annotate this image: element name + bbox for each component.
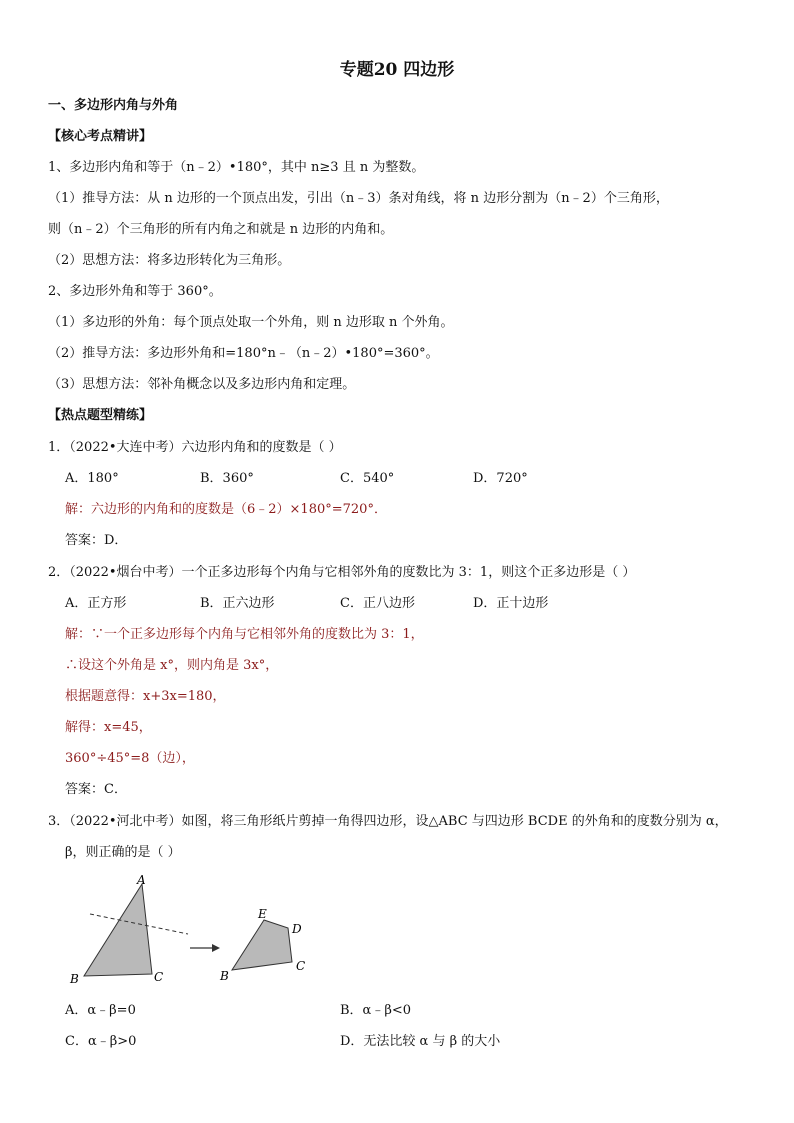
label-b2: B bbox=[220, 969, 229, 983]
question-2-option-b: B．正六边形 bbox=[200, 596, 275, 611]
question-2-solution-line-2: ∴设这个外角是 x°，则内角是 3x°， bbox=[65, 658, 279, 673]
question-1-option-a: A．180° bbox=[65, 471, 119, 486]
question-2-option-c: C．正八边形 bbox=[340, 596, 415, 611]
question-3-figure bbox=[60, 872, 320, 992]
arrow-icon bbox=[212, 944, 220, 952]
question-3-stem: 3．（2022•河北中考）如图，将三角形纸片剪掉一角得四边形，设△ABC 与四边形 BCDE 的外角和的度数分别为 α， bbox=[48, 814, 728, 829]
thinking-method-1: （2）思想方法：将多边形转化为三角形。 bbox=[48, 253, 291, 268]
question-3-option-d: D．无法比较 α 与 β 的大小 bbox=[340, 1034, 501, 1049]
label-d: D bbox=[292, 922, 302, 936]
section-heading: 一、多边形内角与外角 bbox=[48, 98, 179, 113]
question-3-option-a: A．α﹣β=0 bbox=[65, 1003, 136, 1018]
question-3-option-c: C．α﹣β>0 bbox=[65, 1034, 137, 1049]
hot-questions-label: 【热点题型精练】 bbox=[48, 408, 153, 423]
core-points-label: 【核心考点精讲】 bbox=[48, 129, 153, 144]
question-2-solution-line-3: 根据题意得：x+3x=180， bbox=[65, 689, 226, 704]
quadrilateral-bcde bbox=[232, 920, 292, 970]
question-1-stem: 1．（2022•大连中考）六边形内角和的度数是（ ） bbox=[48, 440, 342, 455]
question-2-solution-line-5: 360°÷45°=8（边）， bbox=[65, 751, 195, 766]
question-1-option-c: C．540° bbox=[340, 471, 395, 486]
question-1-option-b: B．360° bbox=[200, 471, 254, 486]
question-2-option-d: D．正十边形 bbox=[473, 596, 549, 611]
derivation-method-1-cont: 则（n﹣2）个三角形的所有内角之和就是 n 边形的内角和。 bbox=[48, 222, 394, 237]
exterior-angle-definition: （1）多边形的外角：每个顶点处取一个外角，则 n 边形取 n 个外角。 bbox=[48, 315, 454, 330]
label-b: B bbox=[70, 972, 79, 986]
interior-angle-rule: 1、多边形内角和等于（n﹣2）•180°，其中 n≥3 且 n 为整数。 bbox=[48, 160, 425, 175]
question-2-answer: 答案：C． bbox=[65, 782, 127, 797]
label-e: E bbox=[258, 907, 267, 921]
label-a: A bbox=[137, 873, 146, 887]
triangle-abc bbox=[84, 884, 152, 976]
question-2-solution-line-1: 解：∵一个正多边形每个内角与它相邻外角的度数比为 3：1， bbox=[65, 627, 424, 642]
exterior-angle-rule: 2、多边形外角和等于 360°。 bbox=[48, 284, 222, 299]
question-1-solution: 解：六边形的内角和的度数是（6﹣2）×180°=720°． bbox=[65, 502, 387, 517]
question-2-stem: 2．（2022•烟台中考）一个正多边形每个内角与它相邻外角的度数比为 3：1，则这个正多边形是（ ） bbox=[48, 565, 636, 580]
question-1-answer: 答案：D． bbox=[65, 533, 128, 548]
question-2-solution-line-4: 解得：x=45， bbox=[65, 720, 152, 735]
page-title: 专题20 四边形 bbox=[339, 60, 455, 80]
thinking-method-2: （3）思想方法：邻补角概念以及多边形内角和定理。 bbox=[48, 377, 356, 392]
question-3-option-b: B．α﹣β<0 bbox=[340, 1003, 412, 1018]
derivation-method-2: （2）推导方法：多边形外角和=180°n﹣（n﹣2）•180°=360°。 bbox=[48, 346, 439, 361]
label-c: C bbox=[154, 970, 164, 984]
derivation-method-1: （1）推导方法：从 n 边形的一个顶点出发，引出（n﹣3）条对角线，将 n 边形分割为（n﹣2）个三角形， bbox=[48, 191, 669, 206]
question-2-option-a: A．正方形 bbox=[65, 596, 127, 611]
question-1-option-d: D．720° bbox=[473, 471, 528, 486]
question-3-stem-cont: β，则正确的是（ ） bbox=[65, 845, 181, 860]
label-c2: C bbox=[296, 959, 306, 973]
